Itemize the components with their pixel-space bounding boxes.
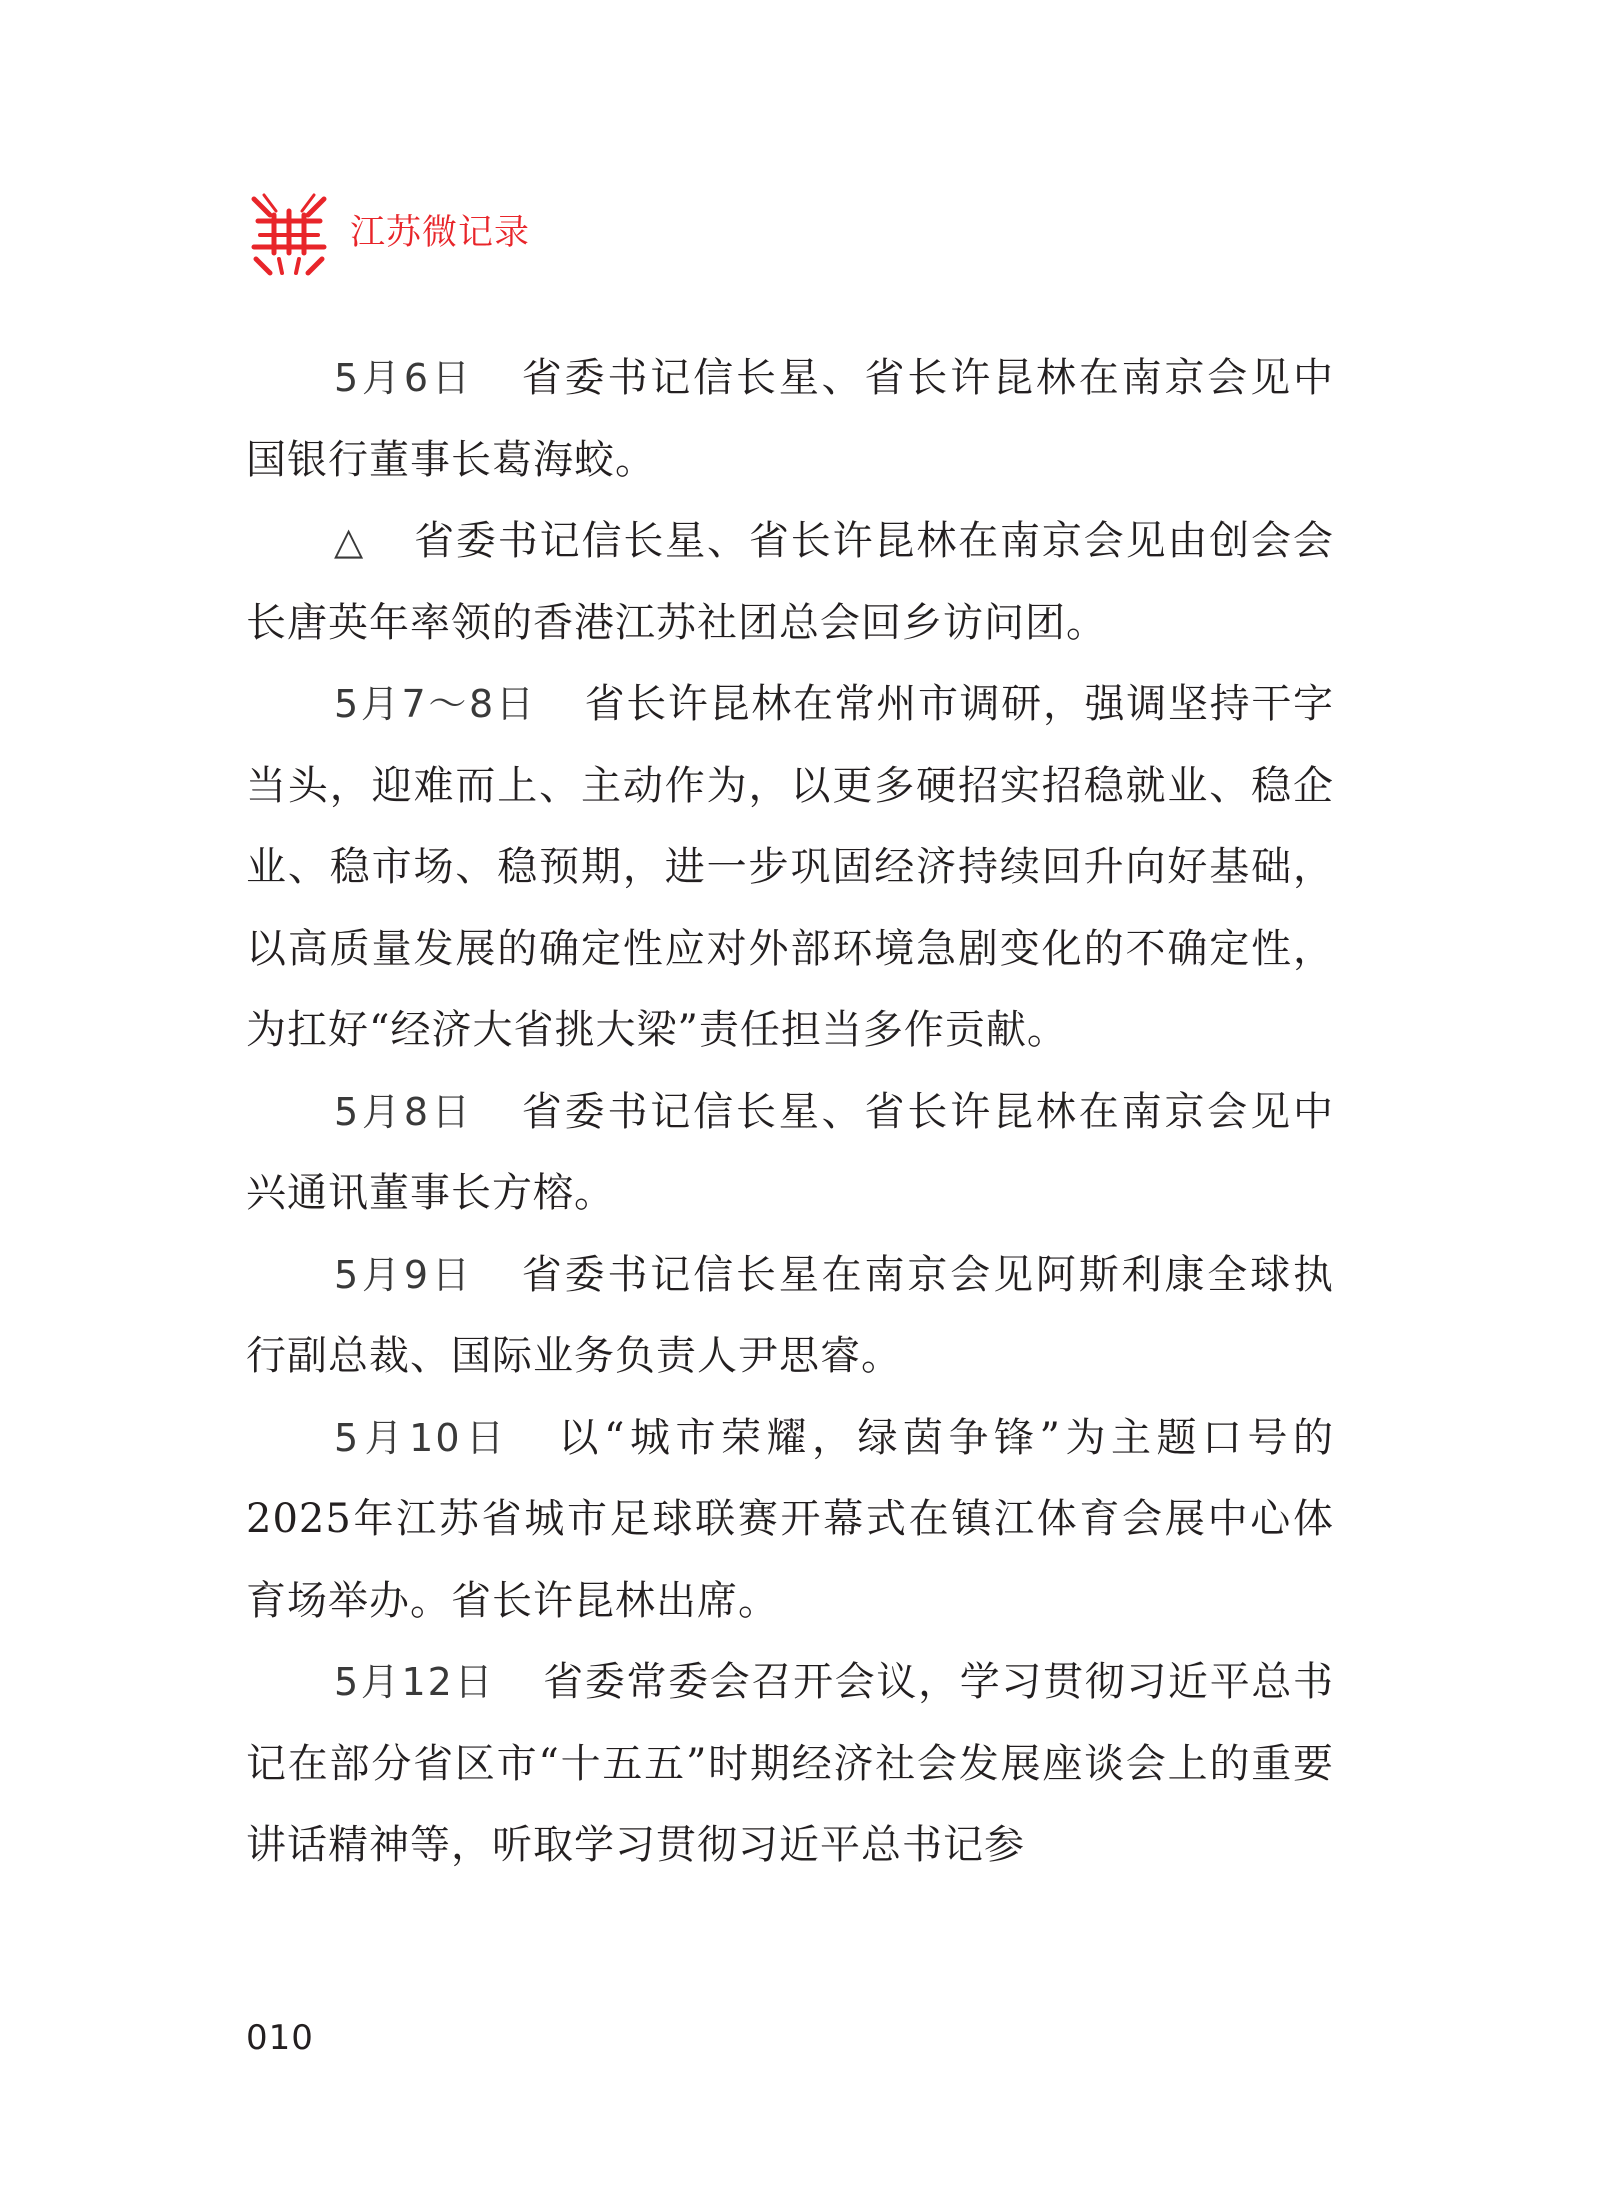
entry-text: 省委书记信长星、省长许昆林在南京会见中兴通讯董事长方榕。: [246, 1088, 1335, 1216]
entry-text: 省委书记信长星、省长许昆林在南京会见由创会会长唐英年率领的香港江苏社团总会回乡访问团。: [246, 518, 1334, 646]
entry-date: 5月10日: [334, 1415, 511, 1460]
page-number: 010: [246, 2018, 314, 2058]
entry-date: 5月8日: [334, 1089, 474, 1134]
chronicle-entry: [246, 1072, 1334, 1235]
entry-date: 5月6日: [334, 356, 474, 400]
entry-date: 5月12日: [334, 1660, 496, 1704]
entry-text: 省长许昆林在常州市调研，强调坚持干字当头，迎难而上、主动作为，以更多硬招实招稳就业、稳企业、稳市场、稳预期，进一步巩固经济持续回升向好基础，以高质量发展的确定性应对外部环境急剧变化的不确定性，为扛好“经济大省挑大梁”责任担当多作贡献。: [246, 681, 1335, 1053]
chronicle-entry: [246, 1235, 1334, 1398]
chronicle-entry: [246, 501, 1334, 664]
entry-text: 省委书记信长星、省长许昆林在南京会见中国银行董事长葛海蛟。: [246, 355, 1335, 483]
chronicle-entry: [246, 1398, 1334, 1643]
entry-text: 以“城市荣耀，绿茵争锋”为主题口号的2025年江苏省城市足球联赛开幕式在镇江体育会展中心体育场举办。省长许昆林出席。: [246, 1414, 1334, 1624]
entry-date: 5月9日: [334, 1252, 474, 1297]
header-title: 江苏微记录: [350, 212, 531, 253]
chronicle-entry: [246, 1642, 1334, 1887]
entry-text: 省委书记信长星在南京会见阿斯利康全球执行副总裁、国际业务负责人尹思睿。: [246, 1251, 1335, 1379]
chronicle-entry: [246, 664, 1334, 1072]
triangle-marker: △: [334, 519, 367, 563]
chronicle-entry: [246, 338, 1334, 501]
page-header: [246, 188, 530, 278]
entry-text: 省委常委会召开会议，学习贯彻习近平总书记在部分省区市“十五五”时期经济社会发展座谈会上的重要讲话精神等，听取学习贯彻习近平总书记参: [246, 1659, 1335, 1868]
red-seal-logo-icon: [246, 189, 332, 277]
chronicle-entries: [246, 338, 1334, 1887]
entry-date: 5月7～8日: [334, 682, 537, 726]
